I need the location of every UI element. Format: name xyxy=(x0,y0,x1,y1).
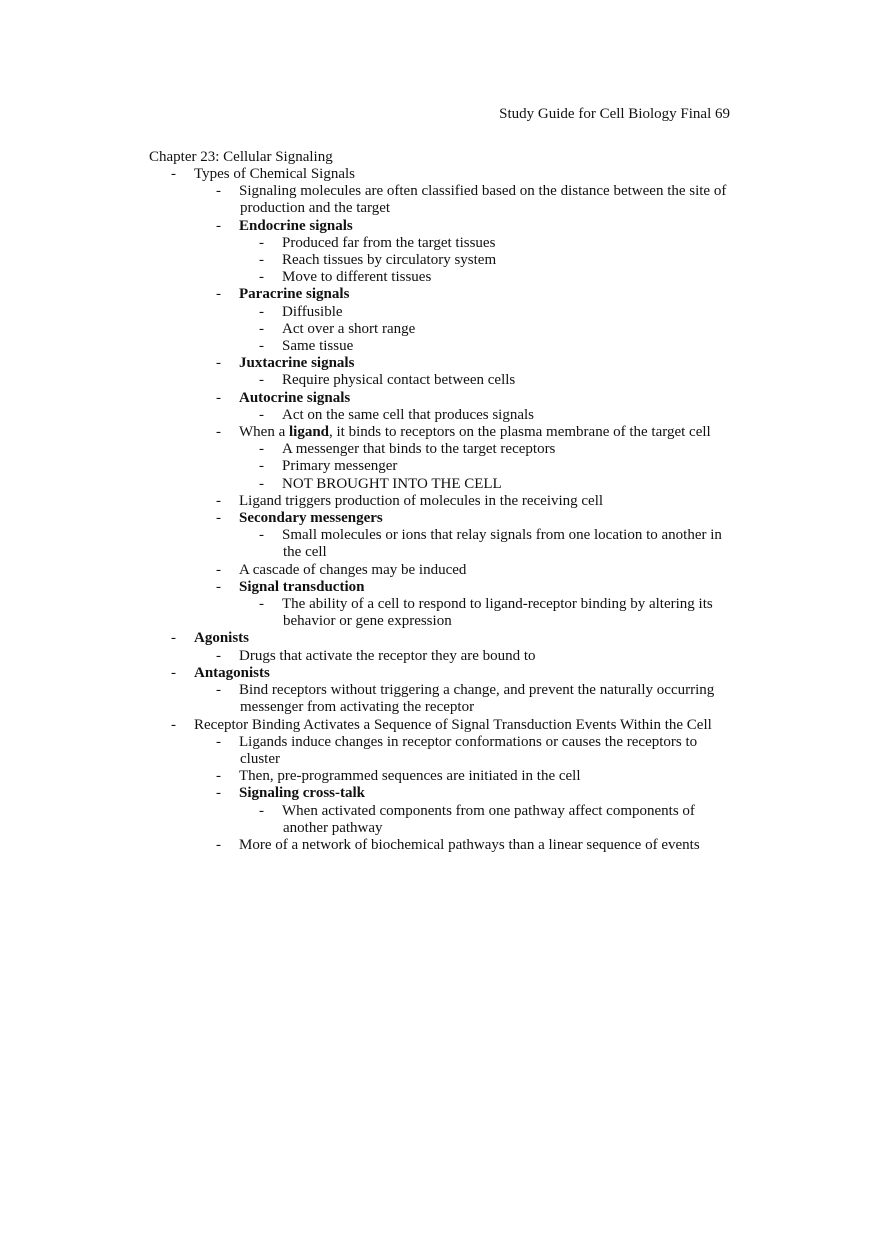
outline-item-text: Ligand triggers production of molecules in the receiving cell xyxy=(239,492,604,509)
outline-item-text: Receptor Binding Activates a Sequence of Signal Transduction Events Within the Cell xyxy=(194,716,712,733)
outline-item xyxy=(149,166,729,183)
bullet-dash: - xyxy=(171,166,176,182)
outline-item xyxy=(149,493,729,510)
outline-item-text: When activated components from one pathway affect components of xyxy=(282,802,695,819)
bullet-dash: - xyxy=(216,578,221,595)
bullet-dash: - xyxy=(259,475,264,492)
outline-item xyxy=(149,682,729,716)
outline-item-text: Autocrine signals xyxy=(239,389,351,406)
outline-item-text: Diffusible xyxy=(282,303,343,320)
bullet-dash: - xyxy=(216,836,221,853)
outline-item-text: Small molecules or ions that relay signals from one location to another in xyxy=(282,527,722,544)
bullet-dash: - xyxy=(216,647,221,664)
outline-item xyxy=(149,183,729,217)
bullet-dash: - xyxy=(216,389,221,406)
outline-item-text: NOT BROUGHT INTO THE CELL xyxy=(282,475,502,492)
outline-item xyxy=(149,269,729,286)
bullet-dash: - xyxy=(259,458,264,475)
outline-item xyxy=(149,458,729,475)
outline-item xyxy=(149,596,729,630)
bullet-dash: - xyxy=(259,802,264,819)
outline-item-text xyxy=(239,424,711,440)
outline-item-text: Signaling cross-talk xyxy=(239,785,365,802)
outline-item xyxy=(149,648,729,665)
outline-item xyxy=(149,785,729,802)
outline-item xyxy=(149,338,729,355)
outline-item-text: Signaling molecules are often classified based on the distance between the site of xyxy=(239,183,727,200)
bullet-dash: - xyxy=(216,355,221,372)
outline-item-text: Require physical contact between cells xyxy=(282,372,516,389)
bullet-dash: - xyxy=(259,441,264,458)
bullet-dash: - xyxy=(216,682,221,699)
outline-item xyxy=(149,837,729,854)
running-header: Study Guide for Cell Biology Final 69 xyxy=(499,106,730,122)
outline-item xyxy=(149,717,729,734)
bullet-dash: - xyxy=(216,183,221,200)
bullet-dash: - xyxy=(259,338,264,355)
bullet-dash: - xyxy=(259,269,264,286)
outline-item xyxy=(149,562,729,579)
outline-item-text: Endocrine signals xyxy=(239,217,353,234)
outline-item-text: Antagonists xyxy=(194,664,270,681)
outline-item-text: Move to different tissues xyxy=(282,269,432,286)
outline-item-continuation: cluster xyxy=(240,750,280,767)
bullet-dash: - xyxy=(259,303,264,320)
bullet-dash: - xyxy=(259,320,264,337)
outline-item-text: Signal transduction xyxy=(239,578,365,595)
outline-item-text: A cascade of changes may be induced xyxy=(239,561,467,578)
bullet-dash: - xyxy=(171,716,176,733)
outline-item xyxy=(149,510,729,527)
outline-item-text: Act on the same cell that produces signals xyxy=(282,406,535,423)
outline-item-text: Act over a short range xyxy=(282,320,416,337)
outline-item-continuation: messenger from activating the receptor xyxy=(240,699,475,716)
chapter-title: Chapter 23: Cellular Signaling xyxy=(149,149,333,165)
outline-item xyxy=(149,803,729,837)
outline-item-text: Agonists xyxy=(194,630,250,647)
outline-item xyxy=(149,527,729,561)
outline-item-text: Primary messenger xyxy=(282,458,398,475)
outline-text-before: When a xyxy=(239,424,289,441)
bullet-dash: - xyxy=(259,527,264,544)
outline-item-continuation: behavior or gene expression xyxy=(283,613,452,630)
outline-item xyxy=(149,665,729,682)
outline-item xyxy=(149,768,729,785)
bullet-dash: - xyxy=(259,234,264,251)
outline-item-continuation: the cell xyxy=(283,544,327,561)
outline-item xyxy=(149,235,729,252)
bullet-dash: - xyxy=(216,733,221,750)
bullet-dash: - xyxy=(216,424,221,441)
outline-item-text: Bind receptors without triggering a change, and prevent the naturally occurring xyxy=(239,682,715,699)
outline-item-text: Then, pre-programmed sequences are initiated in the cell xyxy=(239,768,581,785)
outline-item xyxy=(149,579,729,596)
outline-item-text: Ligands induce changes in receptor conformations or causes the receptors to xyxy=(239,733,698,750)
outline-item-continuation: production and the target xyxy=(240,200,391,217)
outline-item-text: Reach tissues by circulatory system xyxy=(282,252,497,269)
outline-item xyxy=(149,630,729,647)
outline-item-text: A messenger that binds to the target receptors xyxy=(282,441,556,458)
outline-item xyxy=(149,304,729,321)
outline-text-after: , it binds to receptors on the plasma membrane of the target cell xyxy=(329,424,711,441)
bullet-dash: - xyxy=(259,406,264,423)
bold-term: ligand xyxy=(288,424,330,441)
outline-item xyxy=(149,441,729,458)
outline-item-text: Drugs that activate the receptor they are bound to xyxy=(239,647,536,664)
outline-item xyxy=(149,252,729,269)
outline-item xyxy=(149,390,729,407)
outline-item xyxy=(149,407,729,424)
outline-item-text: Types of Chemical Signals xyxy=(194,166,356,182)
outline-item xyxy=(149,424,729,441)
outline-item-text: The ability of a cell to respond to ligand-receptor binding by altering its xyxy=(282,596,713,613)
bullet-dash: - xyxy=(259,596,264,613)
outline-item xyxy=(149,372,729,389)
outline-item-text: More of a network of biochemical pathways than a linear sequence of events xyxy=(239,836,700,853)
bullet-dash: - xyxy=(259,372,264,389)
outline-item-text: Juxtacrine signals xyxy=(239,355,355,372)
outline-item xyxy=(149,476,729,493)
outline-item-text: Same tissue xyxy=(282,338,354,355)
outline-item xyxy=(149,355,729,372)
bullet-dash: - xyxy=(216,561,221,578)
bullet-dash: - xyxy=(216,510,221,527)
bullet-dash: - xyxy=(259,252,264,269)
outline-item-continuation: another pathway xyxy=(283,819,383,836)
bullet-dash: - xyxy=(216,492,221,509)
outline-item xyxy=(149,321,729,338)
outline-item xyxy=(149,218,729,235)
bullet-dash: - xyxy=(216,768,221,785)
outline-item-text: Paracrine signals xyxy=(239,286,350,303)
bullet-dash: - xyxy=(216,785,221,802)
outline-list xyxy=(149,166,729,854)
bullet-dash: - xyxy=(171,630,176,647)
outline-item-text: Produced far from the target tissues xyxy=(282,234,496,251)
outline-item xyxy=(149,286,729,303)
outline-item-text: Secondary messengers xyxy=(239,510,383,527)
outline-item xyxy=(149,734,729,768)
bullet-dash: - xyxy=(216,217,221,234)
bullet-dash: - xyxy=(216,286,221,303)
bullet-dash: - xyxy=(171,664,176,681)
